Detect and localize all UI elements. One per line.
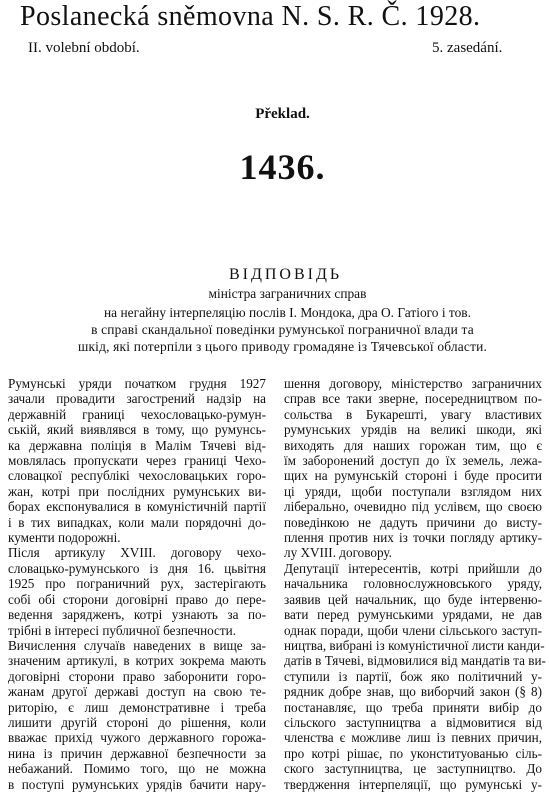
text-line: шення договору, міністерство заграничних bbox=[284, 376, 542, 391]
text-line: 1925 про пограничний рух, застерігають bbox=[8, 576, 266, 592]
text-line: Після артикулу XVIII. договору чехо- bbox=[8, 545, 266, 561]
session-label: 5. zasedání. bbox=[432, 40, 503, 56]
text-line: ській, який виявлявся в тому, що румунсь- bbox=[8, 422, 266, 438]
text-line: мовлялась пропускати через границі Чехо- bbox=[8, 453, 266, 469]
text-line: жанам другої державі доступ на свою те- bbox=[8, 684, 266, 700]
text-line: договірні сторони право заборонити горо- bbox=[8, 668, 266, 684]
body-column-right bbox=[284, 376, 546, 792]
text-line: Вичислення случаїв наведених в вище за- bbox=[8, 637, 266, 653]
text-line: справ все таки зверне, посередництвом по- bbox=[284, 391, 542, 407]
text-line: начальника головнослужновського уряду, bbox=[284, 576, 542, 592]
text-line: державній границі чехословацько-румун- bbox=[8, 406, 266, 422]
text-line: виходять для наших горожан тим, що є bbox=[284, 437, 542, 453]
text-line: заявив цей начальник, що буде інтервеню- bbox=[284, 591, 542, 607]
text-line: нина із причин державної безпечности за bbox=[8, 745, 266, 761]
text-line: рядник добре знав, що виборчий закон (§ 8) bbox=[284, 684, 542, 700]
text-line: жан, котрі при послідних румунських ви- bbox=[8, 483, 266, 499]
text-line: Депутації інтересентів, котрі прийшли до bbox=[284, 560, 542, 576]
subtitle-line: в справі скандальної поведінки румунської пограничної влади та bbox=[91, 322, 474, 337]
text-line: твердження інтерпеляції, що румунські у- bbox=[284, 776, 542, 792]
text-line: сольства в Букарешті, увагу властивих bbox=[284, 406, 542, 422]
text-line: Румунські уряди початком грудня 1927 bbox=[8, 376, 266, 391]
text-line: ка державна поліція в Малім Тячеві від- bbox=[8, 437, 266, 453]
text-line: плення против них із точки погляду артику- bbox=[284, 530, 542, 546]
text-line: членства є можливе лиш із певних причин, bbox=[284, 730, 542, 746]
text-line: вважає прихід чужого державного горожа- bbox=[8, 730, 266, 746]
text-line: про котрі рішає, по уконституованью сіль- bbox=[284, 745, 542, 761]
text-line: однак поради, щоби члени сільського заступ- bbox=[284, 622, 542, 638]
text-line: датів в Тячеві, відмовилися від мандатів та ви- bbox=[284, 653, 546, 669]
text-line: собі обі сторони договірні право до пере- bbox=[8, 591, 266, 607]
text-line: поведінкою не дадуть причини до висту- bbox=[284, 514, 542, 530]
text-line: румунських урядів на великі шкоди, які bbox=[284, 422, 542, 438]
text-line: в поступі румунських урядів бачити нару- bbox=[8, 776, 266, 792]
electoral-period: II. volební období. bbox=[28, 40, 140, 56]
body-column-left bbox=[8, 376, 266, 792]
subtitle-line: на негайну інтерпеляцію послів І. Мондока, дра О. Гатіого і тов. bbox=[104, 305, 471, 320]
text-line: трібні в інтересі публичної безпечности. bbox=[8, 622, 237, 638]
text-line: і в тих випадках, коли мали порядочні до- bbox=[8, 514, 266, 530]
text-line: щих на румунській стороні і буде просити bbox=[284, 468, 542, 484]
text-line: словацько-румунського із дня 16. цьвітня bbox=[8, 560, 266, 576]
text-line: кументи подорожні. bbox=[8, 530, 121, 546]
text-line: лишити другій стороні до рішення, коли bbox=[8, 714, 266, 730]
text-line: небажаний. Помимо того, що не можна bbox=[8, 761, 266, 777]
text-line: ведення зарядженъ, котрі узнають за по- bbox=[8, 607, 266, 623]
text-line: ступили із партії, бож яко політичний у- bbox=[284, 668, 542, 684]
text-line: ского заступництва, це заступництво. До bbox=[284, 761, 542, 777]
text-line: постанавляє, що треба приняти вибір до bbox=[284, 699, 542, 715]
parliament-title: Poslanecká sněmovna N. S. R. Č. 1928. bbox=[20, 1, 481, 32]
text-line: борах експонувалися в комуністичній партії bbox=[8, 499, 266, 515]
text-line: ці уряди, щоби поступали взглядом них bbox=[284, 483, 542, 499]
text-line: їм заборонений доступ до їх земель, лежа- bbox=[284, 453, 542, 469]
text-line: риторію, є лиш демонстративне і треба bbox=[8, 699, 266, 715]
text-line: вати перед румунськими урядами, не дав bbox=[284, 607, 542, 623]
text-line: зачали провадити загострений надзір на bbox=[8, 391, 266, 407]
subtitle-line: міністра заграничних справ bbox=[208, 286, 367, 301]
text-line: сільского заступництва а відмовитися від bbox=[284, 714, 542, 730]
text-line: ліберально, очевидно під услівєм, що своєю bbox=[284, 499, 542, 515]
text-line: словацкої республікі чехословацьких горо- bbox=[8, 468, 266, 484]
text-line: ництва, вибрані із комуністичної листи канди- bbox=[284, 637, 545, 653]
subtitle-line: шкід, які потерпіли з цього приводу громадяне із Тячевської области. bbox=[77, 339, 488, 354]
document-heading: ВІДПОВІДЬ bbox=[228, 266, 343, 283]
document-number: 1436. bbox=[239, 147, 326, 187]
text-line: значеним артикулі, в котрих зокрема мають bbox=[8, 653, 266, 669]
translation-label: Překlad. bbox=[255, 106, 310, 122]
text-line: лу XVIII. договору. bbox=[284, 545, 392, 561]
